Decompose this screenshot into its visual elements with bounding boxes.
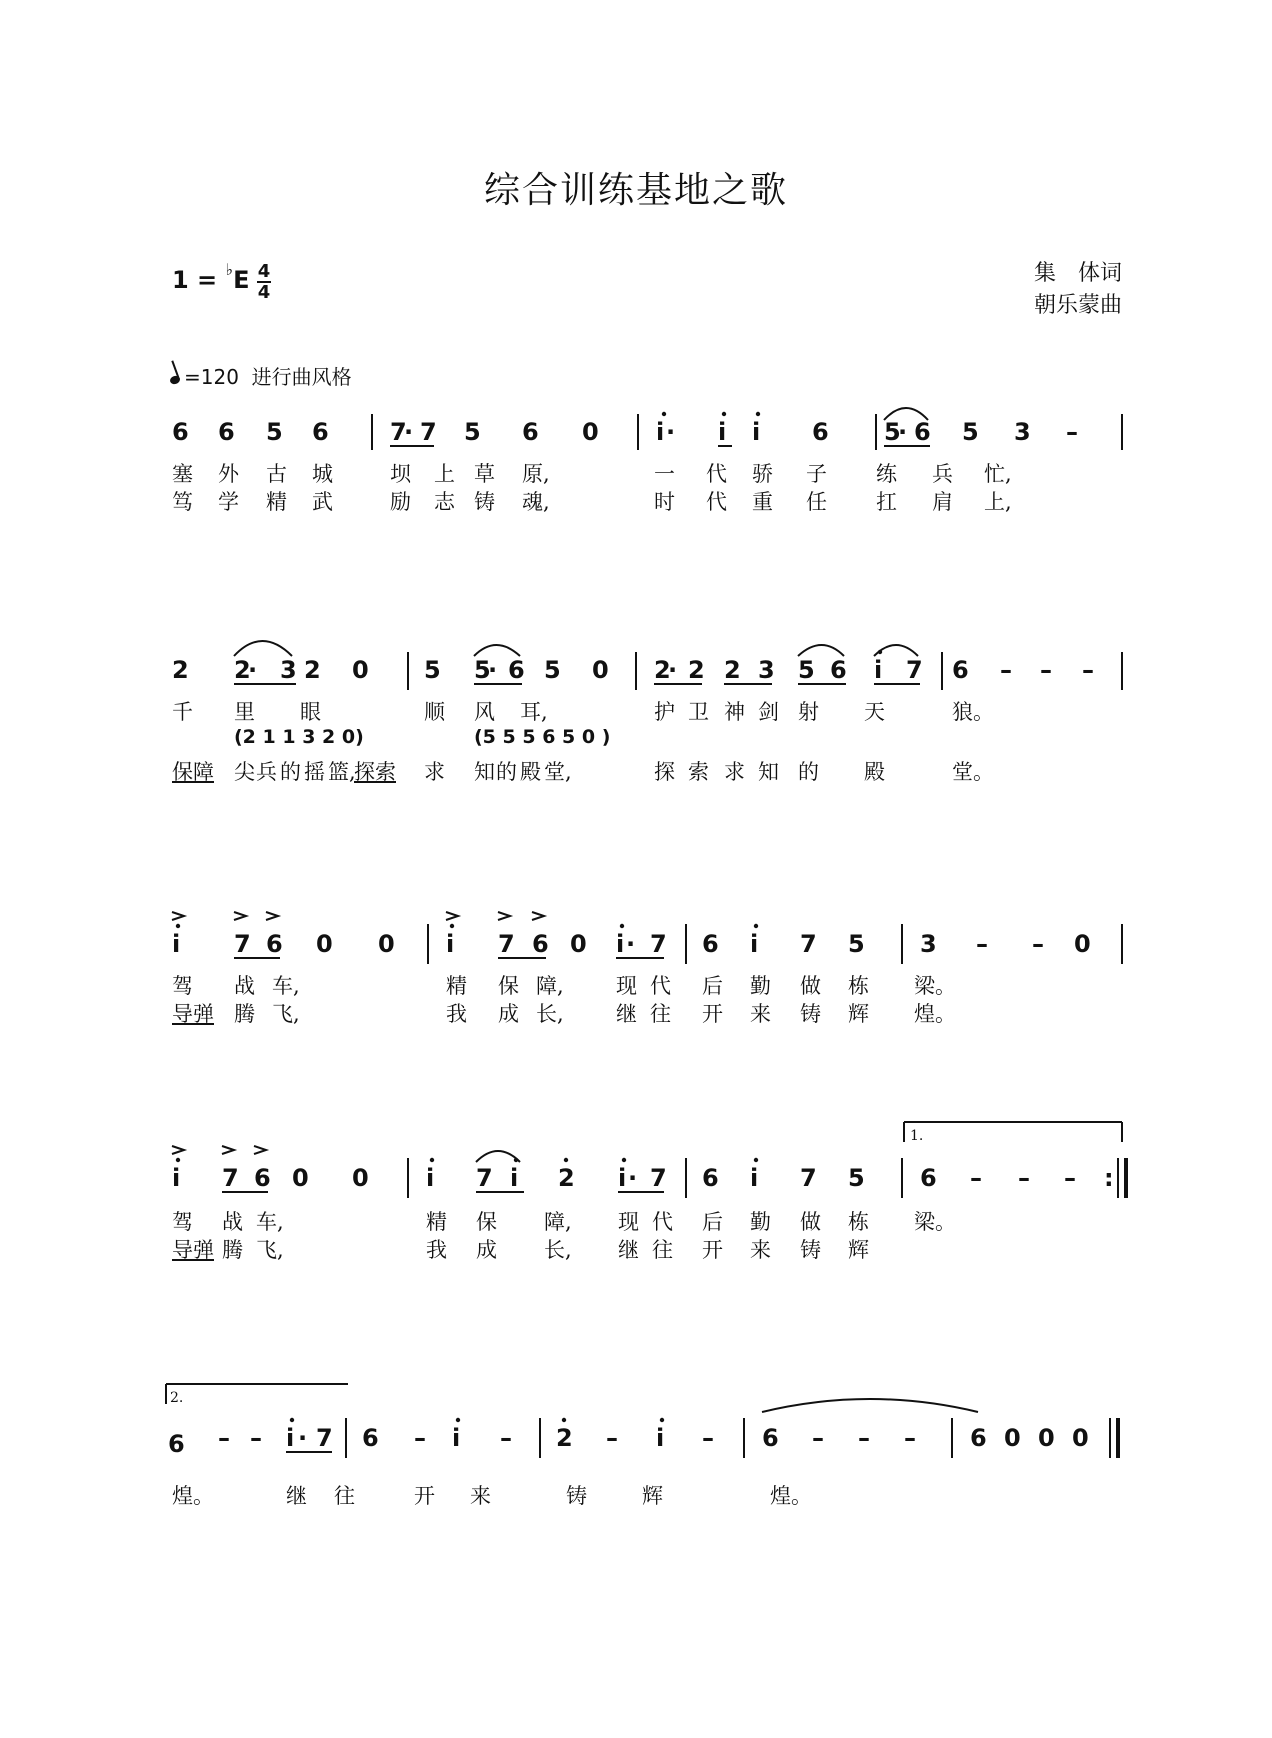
- svg-text:·: ·: [248, 656, 258, 684]
- svg-text:–: –: [606, 1424, 618, 1452]
- lyric-syllable: 笃: [172, 490, 193, 514]
- lyric-syllable: 求: [724, 760, 745, 784]
- lyric-syllable: 探索: [354, 760, 396, 784]
- lyric-syllable: 的: [280, 760, 301, 784]
- svg-text::: :: [1104, 1164, 1114, 1192]
- svg-text:i: i: [718, 418, 727, 446]
- tempo-style: 进行曲风格: [251, 365, 352, 389]
- lyric-syllable: 腾: [234, 1002, 255, 1026]
- lyric-syllable: 保障: [172, 760, 214, 784]
- svg-text:i: i: [656, 418, 665, 446]
- svg-text:i: i: [656, 1424, 665, 1452]
- svg-text:3: 3: [280, 656, 297, 684]
- svg-text:–: –: [970, 1164, 982, 1192]
- lyric-syllable: 导弹: [172, 1238, 214, 1262]
- svg-text:0: 0: [352, 1164, 369, 1192]
- lyric-syllable: 代: [652, 1210, 673, 1234]
- lyric-syllable: 我: [426, 1238, 447, 1262]
- svg-text:5: 5: [884, 418, 901, 446]
- svg-text:6: 6: [702, 1164, 719, 1192]
- svg-text:0: 0: [292, 1164, 309, 1192]
- svg-text:6: 6: [266, 930, 283, 958]
- lyric-syllable: 保: [476, 1210, 497, 1234]
- lyric-syllable: 里: [234, 700, 255, 724]
- svg-text:·: ·: [488, 656, 498, 684]
- svg-text:7: 7: [234, 930, 251, 958]
- lyric-syllable: 铸: [800, 1002, 821, 1026]
- lyric-syllable: 栋: [848, 974, 869, 998]
- svg-text:2: 2: [234, 656, 251, 684]
- lyric-syllable: 子: [806, 462, 827, 486]
- lyric-syllable: 梁。: [914, 974, 956, 998]
- svg-text:·: ·: [298, 1424, 308, 1452]
- svg-text:6: 6: [830, 656, 847, 684]
- lyric-syllable: 飞,: [272, 1002, 300, 1026]
- svg-text:–: –: [218, 1424, 230, 1452]
- lyric-syllable: 往: [652, 1238, 673, 1262]
- lyric-syllable: 战: [222, 1210, 243, 1234]
- lyric-syllable: 求: [424, 760, 445, 784]
- lyric-syllable: 继: [286, 1484, 307, 1508]
- svg-text:5: 5: [962, 418, 979, 446]
- svg-text:6: 6: [914, 418, 931, 446]
- svg-text:2: 2: [172, 656, 189, 684]
- lyric-syllable: 励: [390, 490, 411, 514]
- lyric-syllable: 辉: [848, 1002, 869, 1026]
- lyric-syllable: 魂,: [522, 490, 550, 514]
- lyric-syllable: 千: [172, 700, 193, 724]
- lyric-syllable: 辉: [848, 1238, 869, 1262]
- volta-1-label: 1.: [910, 1128, 924, 1144]
- lyric-syllable: 堂,: [544, 760, 572, 784]
- lyric-syllable: 一: [654, 462, 675, 486]
- system-5-lines: [166, 1384, 1118, 1458]
- lyric-syllable: 的: [798, 760, 819, 784]
- lyric-syllable: 志: [434, 490, 455, 514]
- lyric-syllable: 代: [650, 974, 671, 998]
- svg-text:5: 5: [798, 656, 815, 684]
- lyric-syllable: 煌。: [914, 1002, 956, 1026]
- lyric-syllable: 外: [218, 462, 239, 486]
- lyric-syllable: 往: [334, 1484, 355, 1508]
- svg-text:6: 6: [532, 930, 549, 958]
- svg-text:i: i: [426, 1164, 435, 1192]
- lyric-syllable: 剑: [758, 700, 779, 724]
- lyric-syllable: 古: [266, 462, 287, 486]
- svg-text:–: –: [976, 930, 988, 958]
- lyric-syllable: 学: [218, 490, 239, 514]
- lyric-syllable: 我: [446, 1002, 467, 1026]
- svg-text:2: 2: [304, 656, 321, 684]
- svg-text:–: –: [1064, 1164, 1076, 1192]
- lyric-syllable: 煌。: [770, 1484, 812, 1508]
- svg-text:i: i: [616, 930, 625, 958]
- flat-symbol: ♭: [225, 260, 234, 279]
- lyric-syllable: 保: [498, 974, 519, 998]
- svg-text:–: –: [414, 1424, 426, 1452]
- svg-text:5: 5: [848, 930, 865, 958]
- lyric-syllable: 尖: [234, 760, 255, 784]
- lyric-syllable: 任: [806, 490, 827, 514]
- system-4-lines: [172, 1122, 1126, 1198]
- svg-text:·: ·: [666, 418, 676, 446]
- svg-text:0: 0: [1072, 1424, 1089, 1452]
- svg-text:i: i: [618, 1164, 627, 1192]
- svg-text:6: 6: [312, 418, 329, 446]
- lyric-syllable: 战: [234, 974, 255, 998]
- svg-text:3: 3: [1014, 418, 1031, 446]
- svg-text:–: –: [1000, 656, 1012, 684]
- svg-text:–: –: [858, 1424, 870, 1452]
- svg-text:–: –: [1066, 418, 1078, 446]
- svg-text:i: i: [510, 1164, 519, 1192]
- octave-dots: [176, 412, 882, 1422]
- lyric-syllable: 腾: [222, 1238, 243, 1262]
- svg-text:·: ·: [668, 656, 678, 684]
- svg-text:6: 6: [254, 1164, 271, 1192]
- lyric-syllable: 城: [312, 462, 333, 486]
- lyric-syllable: 开: [414, 1484, 435, 1508]
- lyric-syllable: 顺: [424, 700, 445, 724]
- lyricist-credit: 集 体词: [1033, 261, 1122, 286]
- svg-text:–: –: [250, 1424, 262, 1452]
- lyric-syllable: 开: [702, 1002, 723, 1026]
- svg-text:7: 7: [476, 1164, 493, 1192]
- svg-text:7: 7: [498, 930, 515, 958]
- lyric-syllable: 后: [702, 1210, 723, 1234]
- svg-text:0: 0: [582, 418, 599, 446]
- svg-text:–: –: [702, 1424, 714, 1452]
- svg-text:0: 0: [570, 930, 587, 958]
- svg-text:2: 2: [688, 656, 705, 684]
- lyric-syllable: 坝: [390, 462, 411, 486]
- lyric-syllable: (5 5 5 6 5 0 ): [474, 726, 611, 748]
- svg-text:6: 6: [362, 1424, 379, 1452]
- lyric-syllable: 探: [654, 760, 675, 784]
- svg-text:–: –: [1032, 930, 1044, 958]
- system-2-notes: [172, 656, 1094, 684]
- lyric-syllable: 忙,: [984, 462, 1012, 486]
- volta-2-label: 2.: [170, 1390, 184, 1406]
- svg-text:0: 0: [1004, 1424, 1021, 1452]
- time-signature: [255, 262, 273, 302]
- lyric-syllable: 重: [752, 490, 773, 514]
- svg-text:7: 7: [420, 418, 437, 446]
- svg-text:7: 7: [650, 1164, 667, 1192]
- lyric-syllable: 飞,: [256, 1238, 284, 1262]
- lyric-syllable: 成: [476, 1238, 497, 1262]
- lyric-syllable: 殿: [520, 760, 541, 784]
- svg-text:–: –: [500, 1424, 512, 1452]
- system-4-notes: [172, 1164, 1114, 1192]
- svg-text:–: –: [1040, 656, 1052, 684]
- lyric-syllable: 耳,: [520, 700, 548, 724]
- lyric-syllable: 射: [798, 700, 819, 724]
- lyric-syllable: 摇: [304, 760, 325, 784]
- svg-text:7: 7: [906, 656, 923, 684]
- svg-text:5: 5: [474, 656, 491, 684]
- lyric-syllable: 成: [498, 1002, 519, 1026]
- lyric-syllable: 精: [426, 1210, 447, 1234]
- lyric-syllable: 现: [616, 974, 637, 998]
- lyric-syllable: 骄: [752, 462, 773, 486]
- svg-text:6: 6: [172, 418, 189, 446]
- lyric-syllable: 天: [864, 700, 885, 724]
- svg-text:0: 0: [378, 930, 395, 958]
- lyric-syllable: 眼: [300, 700, 321, 724]
- svg-text:5: 5: [848, 1164, 865, 1192]
- lyric-syllable: 车,: [256, 1210, 284, 1234]
- lyric-syllable: 障,: [536, 974, 564, 998]
- svg-text:6: 6: [762, 1424, 779, 1452]
- lyric-syllable: 扛: [876, 490, 897, 514]
- svg-text:0: 0: [316, 930, 333, 958]
- lyric-syllable: 堂。: [952, 760, 994, 784]
- svg-text:2: 2: [558, 1164, 575, 1192]
- svg-text:i: i: [874, 656, 883, 684]
- lyric-syllable: 现: [618, 1210, 639, 1234]
- lyric-syllable: 导弹: [172, 1002, 214, 1026]
- svg-text:i: i: [452, 1424, 461, 1452]
- lyric-syllable: 铸: [474, 490, 495, 514]
- svg-text:5: 5: [544, 656, 561, 684]
- svg-text:–: –: [812, 1424, 824, 1452]
- tempo-bpm: =120: [184, 365, 239, 389]
- system-3-lines: [172, 912, 1122, 964]
- lyric-syllable: 风: [474, 700, 495, 724]
- lyric-syllable: 知: [758, 760, 779, 784]
- svg-text:i: i: [750, 930, 759, 958]
- svg-text:·: ·: [898, 418, 908, 446]
- lyric-syllable: 长,: [536, 1002, 564, 1026]
- svg-text:·: ·: [626, 930, 636, 958]
- lyric-syllable: 肩: [932, 490, 953, 514]
- svg-text:3: 3: [758, 656, 775, 684]
- svg-text:7: 7: [650, 930, 667, 958]
- svg-text:2: 2: [654, 656, 671, 684]
- svg-text:i: i: [286, 1424, 295, 1452]
- lyric-syllable: 长,: [544, 1238, 572, 1262]
- svg-text:6: 6: [970, 1424, 987, 1452]
- lyric-syllable: 车,: [272, 974, 300, 998]
- lyric-syllable: 栋: [848, 1210, 869, 1234]
- svg-text:5: 5: [424, 656, 441, 684]
- system-1-notes: [172, 418, 1078, 446]
- svg-text:2: 2: [724, 656, 741, 684]
- lyric-syllable: 殿: [864, 760, 885, 784]
- svg-text:i: i: [750, 1164, 759, 1192]
- lyric-syllable: 原,: [522, 462, 550, 486]
- tempo-marking: [170, 361, 352, 390]
- svg-text:7: 7: [316, 1424, 333, 1452]
- lyric-syllable: 草: [474, 462, 495, 486]
- svg-text:0: 0: [1074, 930, 1091, 958]
- svg-text:7: 7: [800, 1164, 817, 1192]
- svg-text:6: 6: [812, 418, 829, 446]
- svg-text:·: ·: [404, 418, 414, 446]
- lyric-syllable: 继: [618, 1238, 639, 1262]
- svg-text:–: –: [1018, 1164, 1030, 1192]
- svg-text:7: 7: [222, 1164, 239, 1192]
- svg-text:i: i: [172, 930, 181, 958]
- lyric-syllable: 煌。: [172, 1484, 214, 1508]
- lyric-syllable: 精: [266, 490, 287, 514]
- lyric-syllable: 勤: [750, 1210, 771, 1234]
- lyric-syllable: 驾: [172, 1210, 193, 1234]
- svg-text:6: 6: [168, 1430, 185, 1458]
- lyric-syllable: 代: [706, 490, 727, 514]
- lyric-syllable: 开: [702, 1238, 723, 1262]
- lyric-syllable: 铸: [566, 1484, 587, 1508]
- composer-credit: 朝乐蒙曲: [1033, 293, 1122, 318]
- time-signature-top: 4: [257, 261, 271, 282]
- system-3-notes: [172, 930, 1091, 958]
- quarter-note-icon: [169, 375, 181, 386]
- key-signature: [172, 260, 250, 294]
- lyric-syllable: 往: [650, 1002, 671, 1026]
- lyric-syllable: 铸: [800, 1238, 821, 1262]
- lyric-syllable: 狼。: [952, 700, 994, 724]
- svg-text:5: 5: [464, 418, 481, 446]
- lyric-syllable: 兵: [256, 760, 277, 784]
- lyric-syllable: 来: [470, 1484, 491, 1508]
- system-1-lines: [372, 408, 1122, 450]
- lyric-syllable: 神: [724, 700, 745, 724]
- lyric-syllable: 练: [876, 462, 897, 486]
- svg-text:6: 6: [218, 418, 235, 446]
- svg-text:i: i: [172, 1164, 181, 1192]
- svg-text:–: –: [904, 1424, 916, 1452]
- svg-text:2: 2: [556, 1424, 573, 1452]
- lyric-syllable: 兵: [932, 462, 953, 486]
- lyric-syllable: 精: [446, 974, 467, 998]
- lyric-syllable: 后: [702, 974, 723, 998]
- lyric-syllable: 来: [750, 1002, 771, 1026]
- key-prefix: 1 =: [172, 266, 226, 294]
- lyric-syllable: 塞: [172, 462, 193, 486]
- lyric-syllable: 继: [616, 1002, 637, 1026]
- lyric-syllable: 卫: [688, 700, 709, 724]
- svg-text:i: i: [446, 930, 455, 958]
- lyric-syllable: 武: [312, 490, 333, 514]
- svg-text:3: 3: [920, 930, 937, 958]
- lyric-syllable: 上,: [984, 490, 1012, 514]
- lyric-syllable: 梁。: [914, 1210, 956, 1234]
- system-5-notes: [218, 1424, 1089, 1452]
- lyric-syllable: 的: [496, 760, 517, 784]
- lyric-syllable: 来: [750, 1238, 771, 1262]
- svg-text:7: 7: [800, 930, 817, 958]
- lyric-syllable: 护: [654, 700, 675, 724]
- lyric-syllable: (2 1 1 3 2 0): [234, 726, 364, 748]
- lyric-syllable: 做: [800, 1210, 821, 1234]
- svg-text:6: 6: [920, 1164, 937, 1192]
- lyric-syllable: 上: [434, 462, 455, 486]
- svg-text:–: –: [1082, 656, 1094, 684]
- lyric-syllable: 辉: [642, 1484, 663, 1508]
- time-signature-bottom: 4: [257, 282, 271, 303]
- svg-text:7: 7: [390, 418, 407, 446]
- lyric-syllable: 知: [474, 760, 495, 784]
- svg-text:5: 5: [266, 418, 283, 446]
- svg-text:0: 0: [352, 656, 369, 684]
- song-title: 综合训练基地之歌: [483, 170, 788, 211]
- key-letter: E: [233, 266, 250, 294]
- lyric-syllable: 做: [800, 974, 821, 998]
- lyric-syllable: 篮,: [328, 760, 356, 784]
- lyric-syllable: 障,: [544, 1210, 572, 1234]
- svg-text:0: 0: [592, 656, 609, 684]
- lyric-syllable: 时: [654, 490, 675, 514]
- lyric-syllable: 代: [706, 462, 727, 486]
- lyric-syllable: 勤: [750, 974, 771, 998]
- svg-text:0: 0: [1038, 1424, 1055, 1452]
- svg-text:i: i: [752, 418, 761, 446]
- svg-text:6: 6: [522, 418, 539, 446]
- system-2-lines: [234, 641, 1122, 690]
- lyric-syllable: 索: [688, 760, 709, 784]
- svg-text:6: 6: [508, 656, 525, 684]
- svg-text:6: 6: [702, 930, 719, 958]
- svg-text:6: 6: [952, 656, 969, 684]
- svg-text:·: ·: [628, 1164, 638, 1192]
- lyric-syllable: 驾: [172, 974, 193, 998]
